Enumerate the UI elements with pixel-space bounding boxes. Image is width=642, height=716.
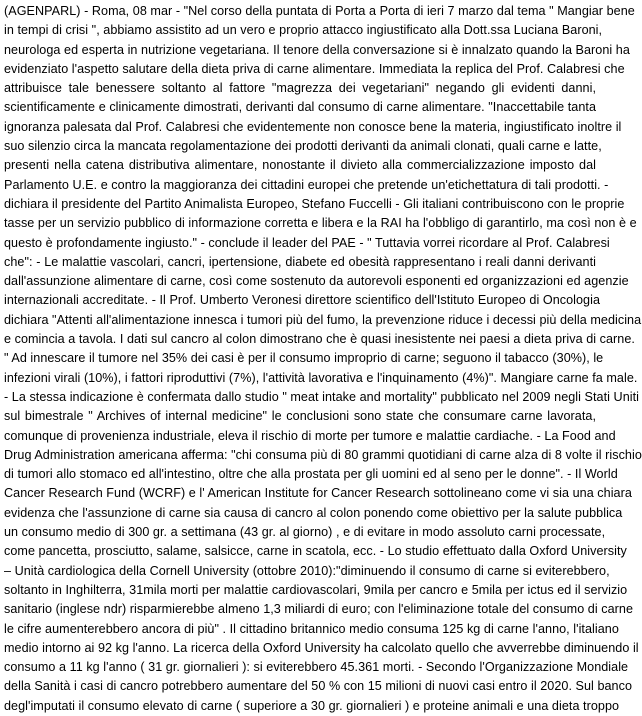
article-line-1: (AGENPARL) - Roma, 08 mar - "Nel corso della puntata di Porta a Porta di ieri 7 marzo dal tema " Mangiar bene — [4, 4, 635, 18]
article-line-16: internazionali accreditate. - Il Prof. Umberto Veronesi direttore scientifico dell'Istituto Europeo di Oncologia — [4, 293, 601, 308]
article-line-2: in tempi di crisi ", abbiamo assistito ad un vero e proprio attacco ingiustificato alla Dott.ssa Luciana Baroni, — [4, 23, 603, 38]
article-line-25: di tumori allo stomaco ed all'intestino, oltre che alla prostata per gli uomini ed al seno per le donne". - Il World — [4, 467, 618, 482]
article-line-23: comunque di provenienza industriale, eleva il rischio di morte per tumore e malattie cardiache. - La Food and — [4, 428, 616, 443]
article-line-26: Cancer Research Fund (WCRF) e l' American Institute for Cancer Research sottolineano come vi sia una chiara — [4, 486, 632, 501]
article-line-28: un consumo medio di 300 gr. a settimana (43 gr. al giorno) , e di evitare in modo assoluto carni processate, — [4, 525, 606, 540]
article-line-27: evidenza che l'assunzione di carne sia causa di cancro al colon ponendo come obiettivo per la salute pubblica — [4, 505, 623, 520]
article-line-5: attribuisce tale benessere soltanto al fattore "magrezza dei vegetariani" negando gli evidenti danni, — [4, 81, 596, 96]
article-line-7: ignoranza palesata dal Prof. Calabresi che evidentemente non conosce bene la materia, ingiustificato inoltre il — [4, 119, 622, 134]
article-line-15: dall'assunzione alimentare di carne, così come sostenuto da autorevoli esponenti ed organizzazioni ed agenzie — [4, 274, 629, 289]
article-line-13: questo è profondamente ingiusto." - conclude il leader del PAE - " Tuttavia vorrei ricordare al Prof. Calabresi — [4, 235, 610, 250]
article-line-3: neurologa ed esperta in nutrizione vegetariana. Il tenore della conversazione si è innalzato quando la Baroni ha — [4, 42, 630, 57]
article-line-35: consumo a 11 kg l'anno ( 31 gr. giornalieri ): si eviterebbero 45.361 morti. - Secondo l'Organizzazione Mondiale — [4, 660, 629, 675]
article-line-9: presenti nella catena distributiva alimentare, nonostante il divieto alla commercializzazione imposto dal — [4, 158, 596, 173]
article-line-24: Drug Administration americana afferma: "chi consuma più di 80 grammi quotidiani di carne alza di 8 volte il rischio — [4, 447, 642, 462]
article-line-20: infezioni virali (10%), i fattori riproduttivi (7%), l'attività lavorativa e l'inquinamento (4%)". Mangiare carne fa male. — [4, 370, 638, 385]
article-line-17: dichiara "Attenti all'alimentazione innesca i tumori più del fumo, la prevenzione riduce i decessi più della medicina — [4, 312, 642, 327]
article-line-34: medio intorno ai 92 kg l'anno. La ricerca della Oxford University ha calcolato quello che avverrebbe diminuendo il — [4, 640, 639, 655]
article-line-19: " Ad innescare il tumore nel 35% dei casi è per il consumo improprio di carne; seguono il tabacco (30%), le — [4, 351, 604, 366]
article-line-31: soltanto in Inghilterra, 31mila morti per malattie cardiovascolari, 9mila per cancro e 5mila per ictus ed il servizio — [4, 582, 628, 597]
article-line-21: - La stessa indicazione è confermata dallo studio " meat intake and mortality" pubblicato nel 2009 negli Stati Uniti — [4, 389, 639, 404]
article-line-37: degl'imputati il consumo elevato di carne ( superiore a 30 gr. giornalieri ) e proteine animali e una dieta troppo — [4, 698, 620, 713]
article-line-8: suo silenzio circa la mancata regolamentazione dei prodotti derivanti da animali clonati, quali carne e latte, — [4, 139, 602, 154]
article-line-6: scientificamente e clinicamente dimostrati, derivanti dal consumo di carne alimentare. "Inaccettabile tanta — [4, 100, 596, 115]
article-line-33: le cifre aumenterebbero ancora di più" . Il cittadino britannico medio consuma 125 kg di carne l'anno, l'italiano — [4, 621, 619, 636]
article-line-22: sul bimestrale " Archives of internal medicine" le conclusioni sono state che consumare carne lavorata, — [4, 409, 596, 424]
article-line-10: Parlamento U.E. e contro la maggioranza dei cittadini europei che pretende un'etichettatura di tali prodotti. - — [4, 177, 609, 192]
article-line-11: dichiara il presidente del Partito Animalista Europeo, Stefano Fuccelli - Gli italiani contribuiscono con le proprie — [4, 196, 625, 211]
article-line-30: – Unità cardiologica della Cornell University (ottobre 2010):"diminuendo il consumo di carne si eviterebbero, — [4, 563, 610, 578]
article-line-4: evidenziato l'aspetto salutare della dieta priva di carne alimentare. Immediata la replica del Prof. Calabresi che — [4, 61, 625, 76]
article-line-29: come pancetta, prosciutto, salame, salsicce, carne in scatola, ecc. - Lo studio effettuato dalla Oxford University — [4, 544, 627, 559]
article-line-32: sanitario (inglese ndr) risparmierebbe almeno 1,3 miliardi di euro; con l'eliminazione totale del consumo di carne — [4, 602, 634, 617]
article-line-14: che": - Le malattie vascolari, cancri, ipertensione, diabete ed obesità rappresentano i reali danni derivanti — [4, 254, 596, 269]
article-line-12: tasse per un servizio pubblico di informazione corretta e libera e la RAI ha l'obbligo di garantirlo, ma così non è e — [4, 216, 637, 231]
article-line-18: e comincia a tavola. I dati sul cancro al colon dimostrano che è quasi inesistente nei paesi a dieta priva di carne. — [4, 332, 635, 347]
article-line-36: della Sanità i casi di cancro potrebbero aumentare del 50 % con 15 milioni di nuovi casi entro il 2020. Sul banco — [4, 679, 633, 694]
